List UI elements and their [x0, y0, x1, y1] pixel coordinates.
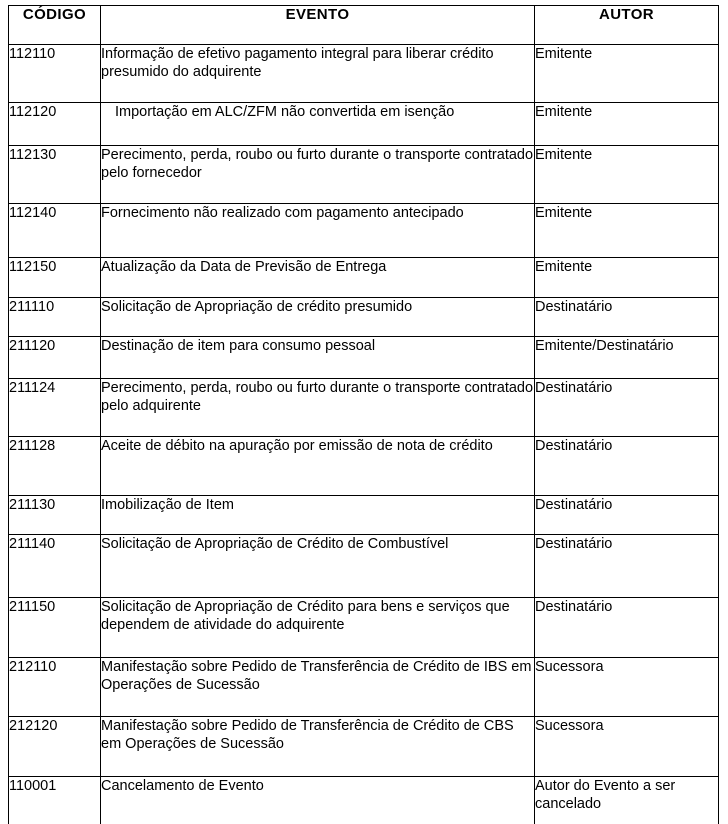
cell-evento: Cancelamento de Evento	[101, 777, 535, 824]
cell-autor: Emitente/Destinatário	[535, 337, 719, 379]
cell-autor: Destinatário	[535, 535, 719, 598]
table-row	[9, 258, 719, 298]
table-row	[9, 298, 719, 337]
cell-codigo: 211120	[9, 337, 101, 379]
table-row	[9, 204, 719, 258]
cell-codigo: 112140	[9, 204, 101, 258]
cell-codigo: 112120	[9, 103, 101, 146]
table-row	[9, 146, 719, 204]
cell-codigo: 212120	[9, 717, 101, 777]
cell-autor: Emitente	[535, 103, 719, 146]
table-row	[9, 45, 719, 103]
cell-evento: Solicitação de Apropriação de crédito presumido	[101, 298, 535, 337]
cell-codigo: 211150	[9, 598, 101, 658]
cell-evento: Perecimento, perda, roubo ou furto durante o transporte contratado pelo fornecedor	[101, 146, 535, 204]
cell-codigo: 110001	[9, 777, 101, 824]
table-row	[9, 717, 719, 777]
cell-autor: Emitente	[535, 45, 719, 103]
cell-evento: Solicitação de Apropriação de Crédito de Combustível	[101, 535, 535, 598]
cell-codigo: 112150	[9, 258, 101, 298]
cell-evento: Importação em ALC/ZFM não convertida em isenção	[101, 103, 535, 146]
cell-autor: Destinatário	[535, 379, 719, 437]
cell-evento: Fornecimento não realizado com pagamento antecipado	[101, 204, 535, 258]
cell-codigo: 211140	[9, 535, 101, 598]
cell-codigo: 211128	[9, 437, 101, 496]
cell-codigo: 211124	[9, 379, 101, 437]
cell-codigo: 212110	[9, 658, 101, 717]
cell-autor: Emitente	[535, 146, 719, 204]
table-header	[9, 6, 719, 45]
table-row	[9, 103, 719, 146]
cell-autor: Destinatário	[535, 437, 719, 496]
cell-autor: Destinatário	[535, 598, 719, 658]
table-row	[9, 598, 719, 658]
column-header-autor: AUTOR	[535, 6, 719, 45]
cell-evento: Solicitação de Apropriação de Crédito para bens e serviços que dependem de atividade do adquirente	[101, 598, 535, 658]
table-header-row	[9, 6, 719, 45]
table-row	[9, 496, 719, 535]
table-row	[9, 379, 719, 437]
table-row	[9, 535, 719, 598]
cell-evento: Manifestação sobre Pedido de Transferência de Crédito de IBS em Operações de Sucessão	[101, 658, 535, 717]
cell-codigo: 112130	[9, 146, 101, 204]
column-header-evento: EVENTO	[101, 6, 535, 45]
cell-evento: Destinação de item para consumo pessoal	[101, 337, 535, 379]
table-row	[9, 337, 719, 379]
cell-codigo: 112110	[9, 45, 101, 103]
cell-evento: Perecimento, perda, roubo ou furto durante o transporte contratado pelo adquirente	[101, 379, 535, 437]
events-code-table	[8, 5, 719, 824]
cell-codigo: 211130	[9, 496, 101, 535]
cell-evento: Atualização da Data de Previsão de Entrega	[101, 258, 535, 298]
cell-evento: Informação de efetivo pagamento integral para liberar crédito presumido do adquirente	[101, 45, 535, 103]
cell-autor: Destinatário	[535, 496, 719, 535]
cell-codigo: 211110	[9, 298, 101, 337]
cell-evento: Manifestação sobre Pedido de Transferência de Crédito de CBS em Operações de Sucessão	[101, 717, 535, 777]
table-row	[9, 658, 719, 717]
cell-autor: Emitente	[535, 258, 719, 298]
cell-autor: Emitente	[535, 204, 719, 258]
cell-autor: Sucessora	[535, 717, 719, 777]
table-row	[9, 777, 719, 824]
table-body	[9, 45, 719, 824]
cell-evento: Imobilização de Item	[101, 496, 535, 535]
cell-autor: Destinatário	[535, 298, 719, 337]
cell-autor: Sucessora	[535, 658, 719, 717]
cell-evento: Aceite de débito na apuração por emissão de nota de crédito	[101, 437, 535, 496]
column-header-codigo: CÓDIGO	[9, 6, 101, 45]
table-row	[9, 437, 719, 496]
cell-autor: Autor do Evento a ser cancelado	[535, 777, 719, 824]
